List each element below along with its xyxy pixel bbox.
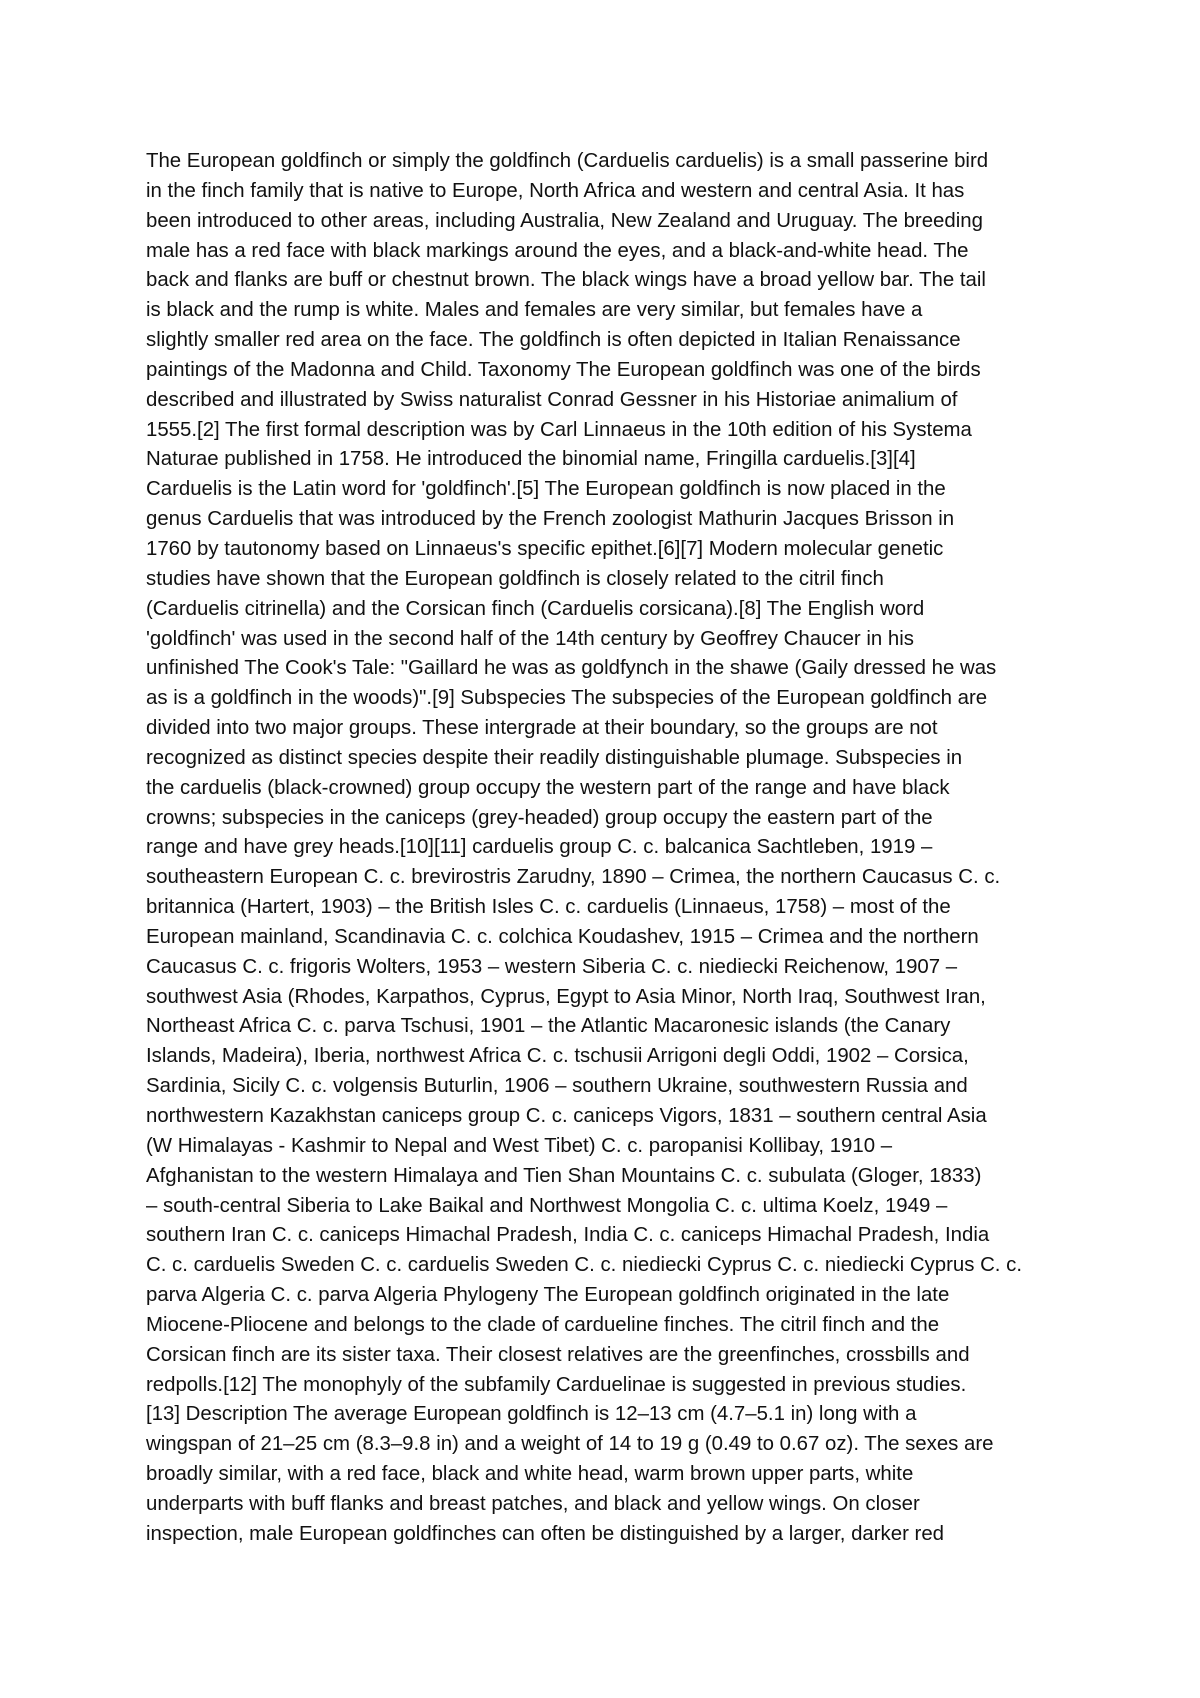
body-paragraph: The European goldfinch or simply the goldfinch (Carduelis carduelis) is a small passerine bird in the finch family that is native to Europe, North Africa and western and central Asia. It has been introduced to other areas, including Australia, New Zealand and Uruguay. The breeding male has a red face with black markings around the eyes, and a black-and-white head. The back and flanks are buff or chestnut brown. The black wings have a broad yellow bar. The tail is black and the rump is white. Males and females are very similar, but females have a slightly smaller red area on the face. The goldfinch is often depicted in Italian Renaissance paintings of the Madonna and Child. Taxonomy The European goldfinch was one of the birds described and illustrated by Swiss naturalist Conrad Gessner in his Historiae animalium of 1555.[2] The first formal description was by Carl Linnaeus in the 10th edition of his Systema Naturae published in 1758. He introduced the binomial name, Fringilla carduelis.[3][4] Carduelis is the Latin word for 'goldfinch'.[5] The European goldfinch is now placed in the genus Carduelis that was introduced by the French zoologist Mathurin Jacques Brisson in 1760 by tautonomy based on Linnaeus's specific epithet.[6][7] Modern molecular genetic studies have shown that the European goldfinch is closely related to the citril finch (Carduelis citrinella) and the Corsican finch (Carduelis corsicana).[8] The English word 'goldfinch' was used in the second half of the 14th century by Geoffrey Chaucer in his unfinished The Cook's Tale: "Gaillard he was as goldfynch in the shawe (Gaily dressed he was as is a goldfinch in the woods)".[9] Subspecies The subspecies of the European goldfinch are divided into two major groups. These intergrade at their boundary, so the groups are not recognized as distinct species despite their readily distinguishable plumage. Subspecies in the carduelis (black-crowned) group occupy the western part of the range and have black crowns; subspecies in the caniceps (grey-headed) group occupy the eastern part of the range and have grey heads.[10][11] carduelis group C. c. balcanica Sachtleben, 1919 – southeastern European C. c. brevirostris Zarudny, 1890 – Crimea, the northern Caucasus C. c. britannica (Hartert, 1903) – the British Isles C. c. carduelis (Linnaeus, 1758) – most of the European mainland, Scandinavia C. c. colchica Koudashev, 1915 – Crimea and the northern Caucasus C. c. frigoris Wolters, 1953 – western Siberia C. c. niediecki Reichenow, 1907 – southwest Asia (Rhodes, Karpathos, Cyprus, Egypt to Asia Minor, North Iraq, Southwest Iran, Northeast Africa C. c. parva Tschusi, 1901 – the Atlantic Macaronesic islands (the Canary Islands, Madeira), Iberia, northwest Africa C. c. tschusii Arrigoni degli Oddi, 1902 – Corsica, Sardinia, Sicily C. c. volgensis Buturlin, 1906 – southern Ukraine, southwestern Russia and northwestern Kazakhstan caniceps group C. c. caniceps Vigors, 1831 – southern central Asia (W Himalayas - Kashmir to Nepal and West Tibet) C. c. paropanisi Kollibay, 1910 – Afghanistan to the western Himalaya and Tien Shan Mountains C. c. subulata (Gloger, 1833) – south-central Siberia to Lake Baikal and Northwest Mongolia C. c. ultima Koelz, 1949 – southern Iran C. c. caniceps Himachal Pradesh, India C. c. caniceps Himachal Pradesh, India C. c. carduelis Sweden C. c. carduelis Sweden C. c. niediecki Cyprus C. c. niediecki Cyprus C. c. parva Algeria C. c. parva Algeria Phylogeny The European goldfinch originated in the late Miocene-Pliocene and belongs to the clade of cardueline finches. The citril finch and the Corsican finch are its sister taxa. Their closest relatives are the greenfinches, crossbills and redpolls.[12] The monophyly of the subfamily Carduelinae is suggested in previous studies. [13] Description The average European goldfinch is 12–13 cm (4.7–5.1 in) long with a wingspan of 21–25 cm (8.3–9.8 in) and a weight of 14 to 19 g (0.49 to 0.67 oz). The sexes are broadly similar, with a red face, black and white head, warm brown upper parts, white underparts with buff flanks and breast patches, and black and yellow wings. On closer inspection, male European goldfinches can often be distinguished by a larger, darker red: [146, 150, 1023, 1545]
